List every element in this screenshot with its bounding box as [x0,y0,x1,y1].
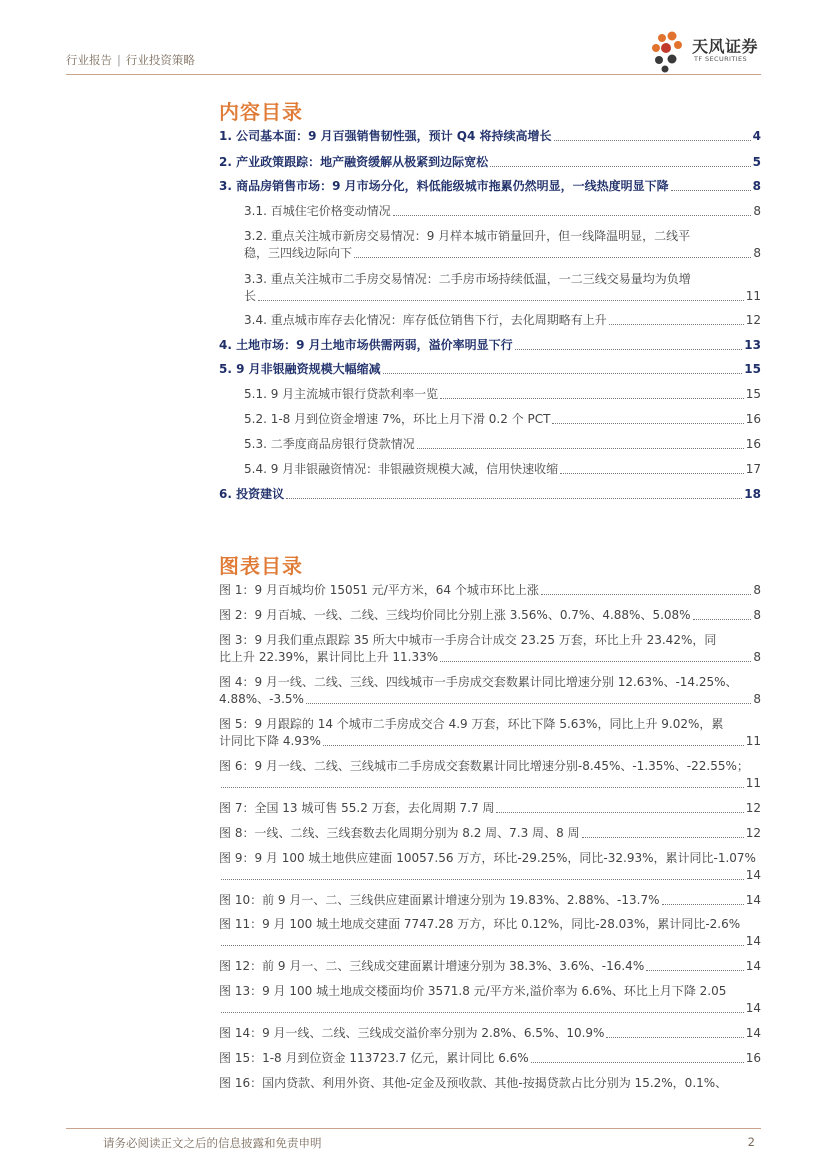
toc-subitem[interactable]: 5.1. 9 月主流城市银行贷款利率一览 15 [244,387,761,401]
toc-item[interactable]: 1. 公司基本面：9 月百强销售韧性强，预计 Q4 将持续高增长 4 [219,129,761,143]
toc-subitem[interactable]: 3.4. 重点城市库存去化情况：库存低位销售下行，去化周期略有上升 12 [244,313,761,327]
logo-name-en: TF SECURITIES [694,55,748,63]
logo-name-cn: 天风证券 [692,37,759,56]
figure-item[interactable]: 图 13：9 月 100 城土地成交楼面均价 3571.8 元/平方米,溢价率为 6.6%、环比上月下降 2.05 14 [219,984,761,1015]
figure-item[interactable]: 图 7：全国 13 城可售 55.2 万套，去化周期 7.7 周 12 [219,801,761,815]
figure-item[interactable]: 图 8：一线、二线、三线套数去化周期分别为 8.2 周、7.3 周、8 周 12 [219,826,761,840]
toc-subitem[interactable]: 3.2. 重点关注城市新房交易情况：9 月样本城市销量回升，但一线降温明显，二线平 稳，三四线边际向下 8 [244,229,761,260]
figure-item[interactable]: 图 2：9 月百城、一线、二线、三线均价同比分别上涨 3.56%、0.7%、4.88%、5.08% 8 [219,608,761,622]
toc-subitem[interactable]: 5.2. 1-8 月到位资金增速 7%，环比上月下滑 0.2 个 PCT 16 [244,412,761,426]
figure-item[interactable]: 图 15：1-8 月到位资金 113723.7 亿元，累计同比 6.6% 16 [219,1051,761,1065]
figure-item[interactable]: 图 16：国内贷款、利用外资、其他-定金及预收款、其他-按揭贷款占比分别为 15.2%，0.1%、 [219,1076,728,1090]
figure-item[interactable]: 图 6：9 月一线、二线、三线城市二手房成交套数累计同比增速分别-8.45%、-1.35%、-22.55%； 11 [219,759,761,790]
toc-item[interactable]: 5. 9 月非银融资规模大幅缩减 15 [219,362,761,376]
toc-item[interactable]: 6. 投资建议 18 [219,487,761,501]
footer-divider [66,1128,761,1129]
report-category: 行业投资策略 [125,53,195,67]
figure-item[interactable]: 图 12：前 9 月一、二、三线成交建面累计增速分别为 38.3%、3.6%、-16.4% 14 [219,959,761,973]
report-header [66,52,195,68]
figure-item[interactable]: 图 10：前 9 月一、二、三线供应建面累计增速分别为 19.83%、2.88%、-13.7% 14 [219,893,761,907]
toc-title: 内容目录 [219,100,303,124]
toc-item[interactable]: 4. 土地市场：9 月土地市场供需两弱，溢价率明显下行 13 [219,338,761,352]
header-divider [66,74,761,75]
figure-item[interactable]: 图 14：9 月一线、二线、三线成交溢价率分别为 2.8%、6.5%、10.9% 14 [219,1026,761,1040]
figure-item[interactable]: 图 5：9 月跟踪的 14 个城市二手房成交合 4.9 万套，环比下降 5.63%，同比上升 9.02%，累 计同比下降 4.93% 11 [219,717,761,748]
toc-subitem[interactable]: 5.3. 二季度商品房银行贷款情况 16 [244,437,761,451]
figure-item[interactable]: 图 9：9 月 100 城土地供应建面 10057.56 万方，环比-29.25%，同比-32.93%，累计同比-1.07% 14 [219,851,761,882]
toc-item[interactable]: 2. 产业政策跟踪：地产融资缓解从极紧到边际宽松 5 [219,155,761,169]
figure-item[interactable]: 图 11：9 月 100 城土地成交建面 7747.28 万方，环比 0.12%，同比-28.03%，累计同比-2.6% 14 [219,917,761,948]
figure-item[interactable]: 图 3：9 月我们重点跟踪 35 所大中城市一手房合计成交 23.25 万套，环比上升 23.42%，同 比上升 22.39%，累计同比上升 11.33% 8 [219,633,761,664]
page-number: 2 [747,1135,755,1149]
toc-subitem[interactable]: 5.4. 9 月非银融资情况：非银融资规模大减，信用快速收缩 17 [244,462,761,476]
toc-subitem[interactable]: 3.1. 百城住宅价格变动情况 8 [244,204,761,218]
toc-subitem[interactable]: 3.3. 重点关注城市二手房交易情况：二手房市场持续低温，一二三线交易量均为负增 长 11 [244,272,761,303]
report-type: 行业报告 [66,53,112,67]
figure-item[interactable]: 图 1：9 月百城均价 15051 元/平方米，64 个城市环比上涨 8 [219,583,761,597]
toc-item[interactable]: 3. 商品房销售市场：9 月市场分化，料低能级城市拖累仍然明显，一线热度明显下降 8 [219,179,761,193]
figure-item[interactable]: 图 4：9 月一线、二线、三线、四线城市一手房成交套数累计同比增速分别 12.63%、-14.25%、 4.88%、-3.5% 8 [219,675,761,706]
footer-disclaimer: 请务必阅读正文之后的信息披露和免责申明 [103,1136,322,1150]
header-separator: | [117,53,121,67]
figure-list-title: 图表目录 [219,554,303,578]
